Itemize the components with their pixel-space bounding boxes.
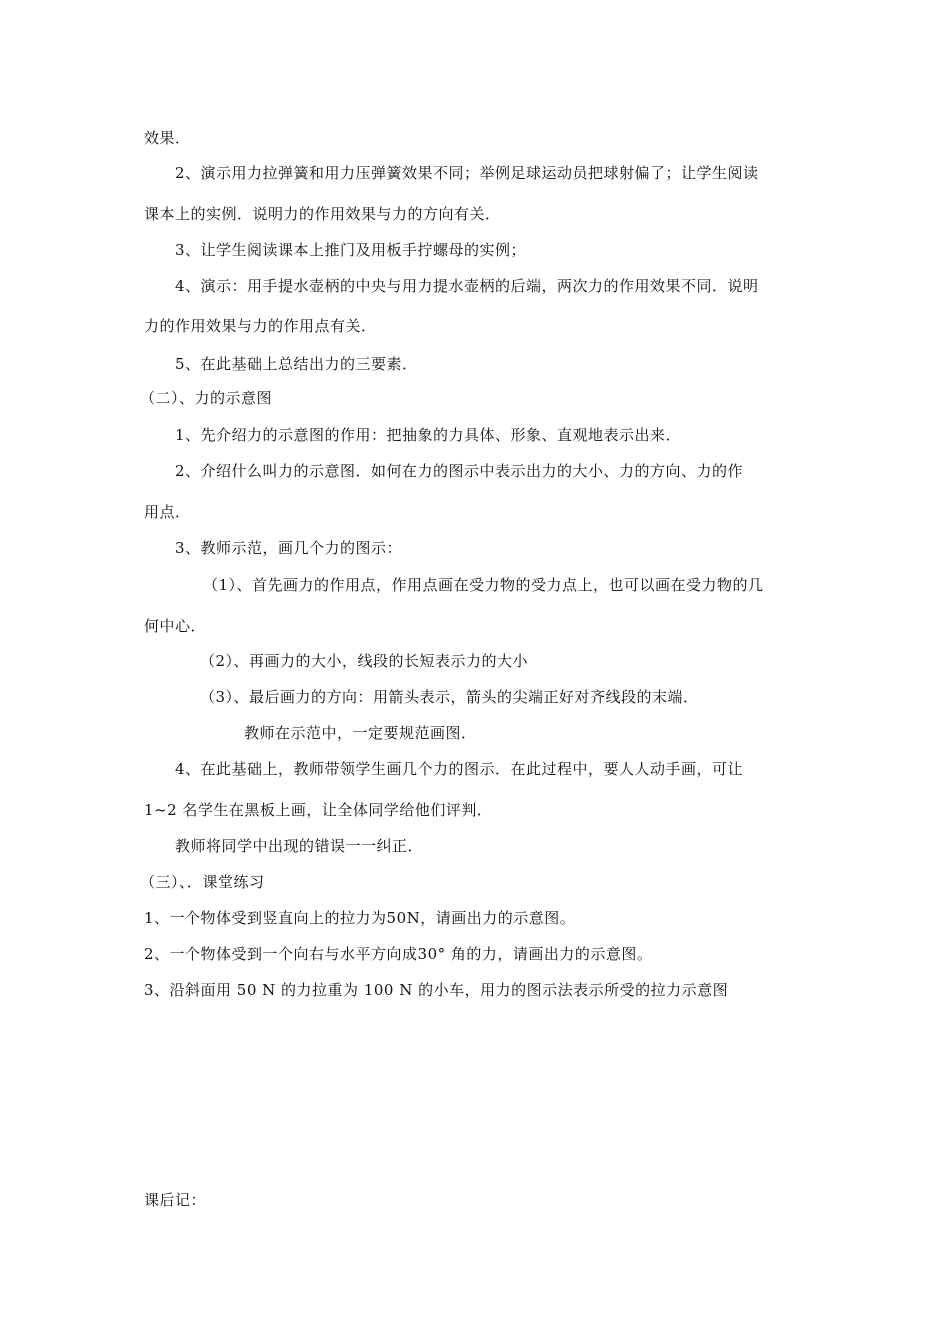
text-line: 4、在此基础上，教师带领学生画几个力的图示．在此过程中，要人人动手画，可让: [175, 760, 744, 778]
text-line: （2）、再画力的大小，线段的长短表示力的大小: [200, 652, 529, 670]
exercise-item: 2、一个物体受到一个向右与水平方向成30° 角的力，请画出力的示意图。: [144, 945, 653, 963]
text-line: 3、让学生阅读课本上推门及用板手拧螺母的实例；: [175, 241, 527, 259]
section-heading: （三）、．课堂练习: [140, 873, 265, 891]
text-line: 1、先介绍力的示意图的作用：把抽象的力具体、形象、直观地表示出来．: [175, 426, 682, 444]
after-class-notes-label: 课后记：: [144, 1191, 207, 1209]
text-line: 2、介绍什么叫力的示意图．如何在力的图示中表示出力的大小、力的方向、力的作: [175, 462, 744, 480]
text-line: 1~2 名学生在黑板上画，让全体同学给他们评判．: [144, 801, 493, 819]
text-line: 何中心．: [144, 617, 207, 635]
text-line: 2、演示用力拉弹簧和用力压弹簧效果不同；举例足球运动员把球射偏了；让学生阅读: [175, 164, 759, 182]
text-line: 5、在此基础上总结出力的三要素．: [175, 355, 418, 373]
text-line: 效果．: [144, 129, 191, 147]
exercise-item: 3、沿斜面用 50 N 的力拉重为 100 N 的小车，用力的图示法表示所受的拉力示意图: [144, 981, 729, 999]
text-line: 课本上的实例．说明力的作用效果与力的方向有关．: [144, 205, 501, 223]
text-line: 教师将同学中出现的错误一一纠正．: [175, 837, 424, 855]
text-line: 4、演示：用手提水壶柄的中央与用力提水壶柄的后端，两次力的作用效果不同．说明: [175, 277, 759, 295]
text-line: 用点．: [144, 503, 191, 521]
text-line: 3、教师示范，画几个力的图示：: [175, 539, 403, 557]
text-line: （3）、最后画力的方向：用箭头表示，箭头的尖端正好对齐线段的末端．: [200, 688, 699, 706]
section-heading: （二）、力的示意图: [140, 389, 273, 407]
exercise-item: 1、一个物体受到竖直向上的拉力为50N，请画出力的示意图。: [144, 909, 576, 927]
text-line: （1）、首先画力的作用点，作用点画在受力物的受力点上，也可以画在受力物的几: [203, 576, 764, 594]
text-line: 力的作用效果与力的作用点有关．: [144, 317, 377, 335]
text-line: 教师在示范中，一定要规范画图．: [244, 724, 477, 742]
